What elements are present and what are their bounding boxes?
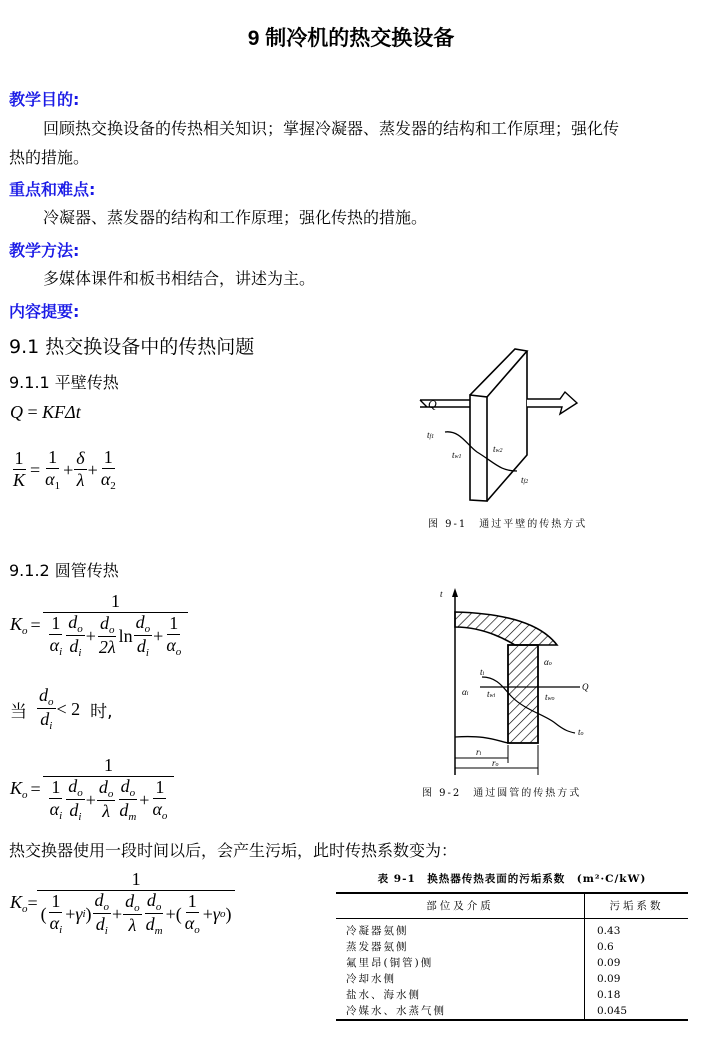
heading-key-points: 重点和难点: xyxy=(9,180,96,199)
sub: o xyxy=(22,789,28,802)
less-than-2: < 2 xyxy=(56,698,81,719)
gamma: γ xyxy=(212,903,220,924)
subsection-heading-9-1-1: 9.1.1 平壁传热 xyxy=(9,373,119,392)
equals-sign: = xyxy=(27,893,38,914)
plus-sign: + xyxy=(63,459,74,480)
cell-fouling-coefficient: 0.045 xyxy=(597,1004,628,1017)
equals-sign: = xyxy=(30,779,41,800)
label-tw2 xyxy=(493,444,503,454)
sub: wi xyxy=(489,693,496,699)
denominator xyxy=(39,891,234,938)
ln: ln xyxy=(118,625,133,646)
numerator: 1 xyxy=(43,756,175,777)
cell-fouling-coefficient: 0.09 xyxy=(597,956,621,969)
d: d xyxy=(146,889,156,910)
d: d xyxy=(145,913,155,934)
fouling-table-body xyxy=(336,894,688,1019)
cell-fouling-coefficient: 0.43 xyxy=(597,924,621,937)
big-fraction xyxy=(45,592,187,660)
heading-teaching-method: 教学方法: xyxy=(9,241,80,260)
page-title: 9 制冷机的热交换设备 xyxy=(247,27,455,50)
n: 1 xyxy=(51,890,61,911)
big-fraction xyxy=(45,756,173,824)
K: K xyxy=(10,778,23,799)
goal-text-line2: 热的措施。 xyxy=(9,148,90,167)
denominator: K xyxy=(13,470,26,491)
heading-content-summary: 内容提要: xyxy=(9,302,80,321)
K: K xyxy=(10,892,23,913)
subsection-heading-9-1-2: 9.1.2 圆管传热 xyxy=(9,561,119,580)
table-row xyxy=(336,955,688,971)
fouling-table xyxy=(336,871,688,1021)
d: d xyxy=(98,777,108,798)
table-row xyxy=(336,971,688,987)
t: t xyxy=(487,689,490,699)
numerator: 1 xyxy=(43,592,189,613)
temperature-curve xyxy=(445,432,517,471)
denominator: λ xyxy=(76,470,85,491)
eq-rhs: KFΔt xyxy=(42,402,81,422)
sub: i xyxy=(49,720,53,733)
equation-1-over-k xyxy=(10,448,119,492)
label-tf1 xyxy=(427,430,434,440)
plus: + xyxy=(153,625,164,646)
fraction-delta-over-lambda xyxy=(74,449,86,490)
r: r xyxy=(492,758,496,768)
sub: m xyxy=(154,924,163,937)
numerator: 1 xyxy=(37,870,236,891)
alpha: α xyxy=(152,798,162,819)
sub: i xyxy=(78,810,82,823)
n: 1 xyxy=(51,612,61,633)
numerator: δ xyxy=(76,448,85,469)
sub: o xyxy=(155,900,162,913)
label-to xyxy=(578,727,584,737)
alpha: α xyxy=(49,634,60,655)
n: 1 xyxy=(155,776,165,797)
sub: f1 xyxy=(429,434,435,440)
d: d xyxy=(95,913,105,934)
sub: o xyxy=(548,661,552,667)
alpha: α xyxy=(184,912,195,933)
sub: o xyxy=(194,923,200,936)
alpha: α xyxy=(45,468,55,489)
numerator: 1 xyxy=(103,447,113,467)
d: d xyxy=(120,775,130,796)
numerator: 1 xyxy=(14,448,24,469)
d: d xyxy=(69,799,79,820)
lambda: λ xyxy=(102,801,110,822)
d: d xyxy=(68,775,78,796)
label-two xyxy=(545,692,555,702)
label-twi xyxy=(487,689,496,699)
sub: o xyxy=(77,622,83,635)
K: K xyxy=(10,614,23,635)
sub: wo xyxy=(547,696,555,702)
sub: o xyxy=(580,731,584,737)
t: t xyxy=(493,444,496,454)
a: α xyxy=(544,657,549,667)
equals-sign: = xyxy=(30,459,41,480)
sub: o xyxy=(22,625,28,638)
label-alpha-o xyxy=(544,657,552,667)
plus: + xyxy=(65,903,76,924)
cell-location: 冷凝器氨侧 xyxy=(336,918,585,939)
figure-flat-wall xyxy=(415,345,595,515)
wall-outline xyxy=(470,349,527,501)
sub: o xyxy=(219,907,226,920)
table-row xyxy=(336,987,688,1003)
fraction-1-over-alpha1 xyxy=(43,448,62,492)
label-ri xyxy=(476,747,482,757)
plus: + xyxy=(112,903,123,924)
eq-lhs: Q xyxy=(10,402,23,422)
eq-sign: = xyxy=(27,402,38,422)
two-lambda: 2λ xyxy=(98,637,116,658)
heat-arrow-out xyxy=(527,392,577,414)
t: t xyxy=(480,667,483,677)
sub: o xyxy=(103,900,109,913)
cell-location: 冷媒水、水蒸气侧 xyxy=(336,1003,585,1019)
plus: + xyxy=(85,789,96,810)
cell-location: 氟里昂(铜管)侧 xyxy=(336,955,585,971)
d: d xyxy=(40,709,50,730)
lambda: λ xyxy=(128,915,137,936)
sub: o xyxy=(129,786,136,799)
label-t: t xyxy=(440,589,443,599)
label-alpha-i xyxy=(462,687,469,697)
subscript: 1 xyxy=(54,479,61,492)
sub: o xyxy=(161,809,168,822)
cell-fouling-coefficient: 0.6 xyxy=(597,940,614,953)
when-text: 当 xyxy=(10,701,27,722)
numerator: 1 xyxy=(48,447,58,467)
header-fouling-coefficient: 污垢系数 xyxy=(585,894,689,918)
alpha: α xyxy=(166,634,176,655)
sub: i xyxy=(59,645,63,658)
plus: + xyxy=(139,789,150,810)
sub: o xyxy=(48,696,54,708)
d: d xyxy=(68,611,78,632)
table-row xyxy=(336,939,688,955)
goal-text-line1: 回顾热交换设备的传热相关知识；掌握冷凝器、蒸发器的结构和工作原理；强化传 xyxy=(43,119,620,138)
fraction-1-over-k xyxy=(11,449,27,490)
label-q: Q xyxy=(428,397,437,411)
t: t xyxy=(578,727,581,737)
t: t xyxy=(427,430,430,440)
sub: i xyxy=(466,691,469,697)
axis-arrow-icon xyxy=(452,588,458,597)
heading-teaching-goal: 教学目的: xyxy=(9,90,80,109)
label-ti xyxy=(480,667,485,677)
alpha: α xyxy=(49,912,60,933)
sub: m xyxy=(128,810,137,823)
sub: w2 xyxy=(495,448,503,454)
plus-sign: + xyxy=(87,459,98,480)
cell-location: 蒸发器氨侧 xyxy=(336,939,585,955)
sub: i xyxy=(145,646,149,659)
t: t xyxy=(452,450,455,460)
d: d xyxy=(125,891,135,912)
sub: o xyxy=(22,903,28,916)
t: t xyxy=(545,692,548,702)
sub: o xyxy=(107,788,114,801)
sub: i xyxy=(482,671,485,677)
condition-line xyxy=(10,686,113,733)
label-ro xyxy=(492,758,499,768)
sub: o xyxy=(108,624,115,637)
sub: w1 xyxy=(454,454,462,460)
d: d xyxy=(135,611,145,632)
equals-sign: = xyxy=(30,615,41,636)
sub: f2 xyxy=(523,479,529,485)
cell-location: 冷却水侧 xyxy=(336,971,585,987)
plus: + xyxy=(202,903,213,924)
ko-label xyxy=(10,778,28,801)
d: d xyxy=(39,685,48,705)
label-tf2 xyxy=(521,475,528,485)
d: d xyxy=(69,635,79,656)
cell-location: 盐水、海水侧 xyxy=(336,987,585,1003)
table-row xyxy=(336,1003,688,1019)
equation-ko-tube xyxy=(10,592,187,660)
r: r xyxy=(476,747,480,757)
a: α xyxy=(462,687,467,697)
tube-wall-section xyxy=(508,645,538,743)
denominator xyxy=(45,777,173,824)
denominator xyxy=(45,613,187,660)
sub: o xyxy=(175,645,182,658)
plus: + xyxy=(85,625,96,646)
t: t xyxy=(521,475,524,485)
sub: i xyxy=(78,646,82,659)
ko-label xyxy=(10,892,28,915)
sub: i xyxy=(104,924,108,937)
sub: i xyxy=(479,751,482,757)
n: 1 xyxy=(51,776,61,797)
equation-ko-simplified xyxy=(10,756,173,824)
d: d xyxy=(136,635,146,656)
equation-q-kft xyxy=(10,402,81,423)
fraction-1-over-alpha2 xyxy=(99,448,118,492)
sub: o xyxy=(77,786,83,799)
table-row xyxy=(336,918,688,939)
alpha: α xyxy=(49,798,60,819)
paren: ) xyxy=(85,903,92,924)
then-text: 时, xyxy=(90,701,113,722)
header-location: 部位及介质 xyxy=(336,894,585,918)
teaching-method-text: 多媒体课件和板书相结合，讲述为主。 xyxy=(43,269,316,288)
sub: i xyxy=(59,923,63,936)
inner-curve xyxy=(455,737,508,743)
n: 1 xyxy=(169,612,179,633)
label-q: Q xyxy=(582,682,589,692)
paren: ( xyxy=(40,903,47,924)
label-tw1 xyxy=(452,450,462,460)
equation-ko-fouling xyxy=(10,870,234,938)
n: 1 xyxy=(187,890,197,911)
sub: o xyxy=(134,902,140,915)
sub: i xyxy=(82,907,86,920)
alpha: α xyxy=(100,468,111,489)
gamma: γ xyxy=(75,903,83,924)
plus: + xyxy=(165,903,176,924)
table-caption: 表 9-1 换热器传热表面的污垢系数 (m²·C/kW) xyxy=(377,873,647,885)
cell-fouling-coefficient: 0.09 xyxy=(597,972,621,985)
section-heading-9-1: 9.1 热交换设备中的传热问题 xyxy=(9,336,255,358)
big-fraction xyxy=(39,870,234,938)
paren: ( xyxy=(175,903,182,924)
figure-9-1-caption: 图 9-1 通过平壁的传热方式 xyxy=(428,519,588,530)
key-points-text: 冷凝器、蒸发器的结构和工作原理；强化传热的措施。 xyxy=(43,208,428,227)
d: d xyxy=(119,799,129,820)
paren: ) xyxy=(225,903,232,924)
fouling-intro-text: 热交换器使用一段时间以后，会产生污垢，此时传热系数变为： xyxy=(9,841,458,860)
sub: o xyxy=(144,622,151,635)
sub: i xyxy=(59,809,63,822)
sub: o xyxy=(495,762,499,768)
subscript: 2 xyxy=(110,479,116,492)
d: d xyxy=(99,613,109,634)
figure-9-2-caption: 图 9-2 通过圆管的传热方式 xyxy=(422,788,582,799)
ko-label xyxy=(10,614,28,637)
d: d xyxy=(94,889,104,910)
figure-tube xyxy=(420,585,610,785)
cell-fouling-coefficient: 0.18 xyxy=(597,988,621,1001)
tube-wall-top xyxy=(455,612,557,645)
